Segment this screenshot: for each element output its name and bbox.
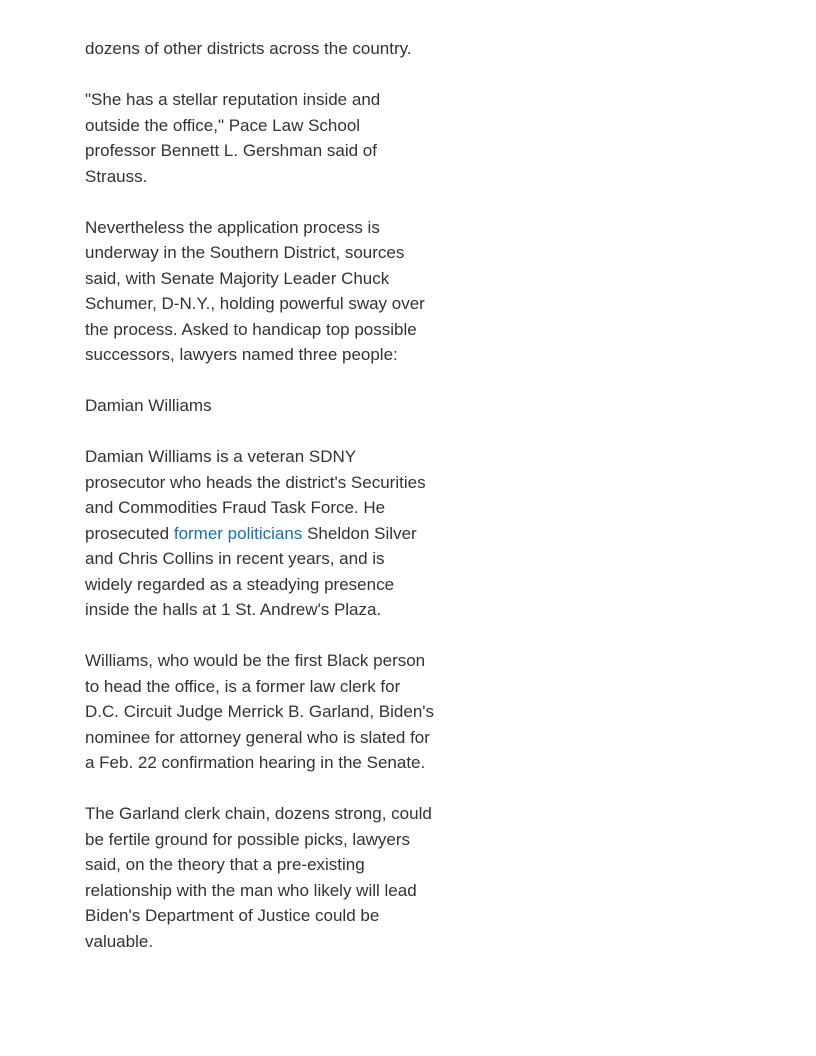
paragraph-districts: dozens of other districts across the country. <box>85 39 412 58</box>
paragraph-gershman-quote: "She has a stellar reputation inside and outside the office," Pace Law School professor Bennett L. Gershman said of Strauss. <box>85 90 381 186</box>
paragraph-williams-bio <box>85 444 435 623</box>
paragraph-garland-clerk-chain: The Garland clerk chain, dozens strong, could be fertile ground for possible picks, lawyers said, on the theory that a pre-existing relationship with the man who likely will lead Biden's Department of Justice could be valuable. <box>85 804 432 951</box>
paragraph-williams-garland: Williams, who would be the first Black person to head the office, is a former law clerk for D.C. Circuit Judge Merrick B. Garland, Biden's nominee for attorney general who is slated for a Feb. 22 confirmation hearing in the Senate. <box>85 651 435 772</box>
article-body <box>85 36 435 980</box>
paragraph-williams-bio-after: Sheldon Silver and Chris Collins in recent years, and is widely regarded as a steadying presence inside the halls at 1 St. Andrew's Plaza. <box>85 523 417 619</box>
paragraph-application-process: Nevertheless the application process is underway in the Southern District, sources said, with Senate Majority Leader Chuck Schumer, D-N.Y., holding powerful sway over the process. Asked to handicap top possible successors, lawyers named three people: <box>85 217 425 364</box>
paragraph-williams-bio-before: Damian Williams is a veteran SDNY prosecutor who heads the district's Securities and Commodities Fraud Task Force. He prosecuted <box>85 447 426 543</box>
former-politicians-link[interactable]: former politicians <box>173 523 303 543</box>
subhead-damian-williams: Damian Williams <box>85 396 212 415</box>
